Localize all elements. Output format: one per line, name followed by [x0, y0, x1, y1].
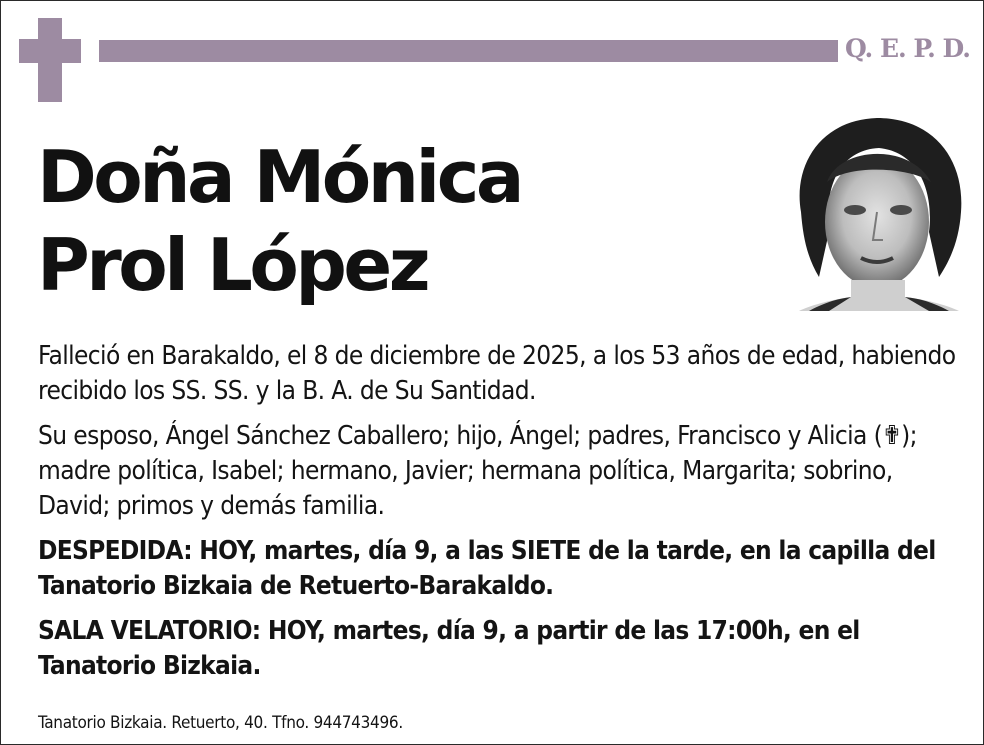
qepd-label: Q. E. P. D. — [845, 34, 970, 63]
portrait-photo — [789, 112, 966, 311]
death-notice-text: Falleció en Barakaldo, el 8 de diciembre de 2025, a los 53 años de edad, habiendo recibido los SS. SS. y la B. A. de Su Santidad. — [38, 341, 956, 406]
wake-text: SALA VELATORIO: HOY, martes, día 9, a partir de las 17:00h, en el Tanatorio Bizkaia. — [38, 616, 860, 681]
deceased-name-line1: Doña Mónica — [37, 135, 521, 219]
footer-contact: Tanatorio Bizkaia. Retuerto, 40. Tfno. 944743496. — [38, 713, 403, 733]
deceased-name-line2: Prol López — [37, 223, 428, 307]
header-rule — [99, 40, 838, 62]
deceased-name — [37, 133, 521, 309]
cross-icon-horizontal — [19, 39, 81, 63]
family-text: Su esposo, Ángel Sánchez Caballero; hijo, Ángel; padres, Francisco y Alicia (✟); madre política, Isabel; hermano, Javier; hermana política, Margarita; sobrino, David; primos y demás familia. — [38, 421, 917, 521]
farewell-text: DESPEDIDA: HOY, martes, día 9, a las SIETE de la tarde, en la capilla del Tanatorio Bizkaia de Retuerto-Barakaldo. — [38, 536, 936, 601]
notice-body — [38, 339, 968, 694]
